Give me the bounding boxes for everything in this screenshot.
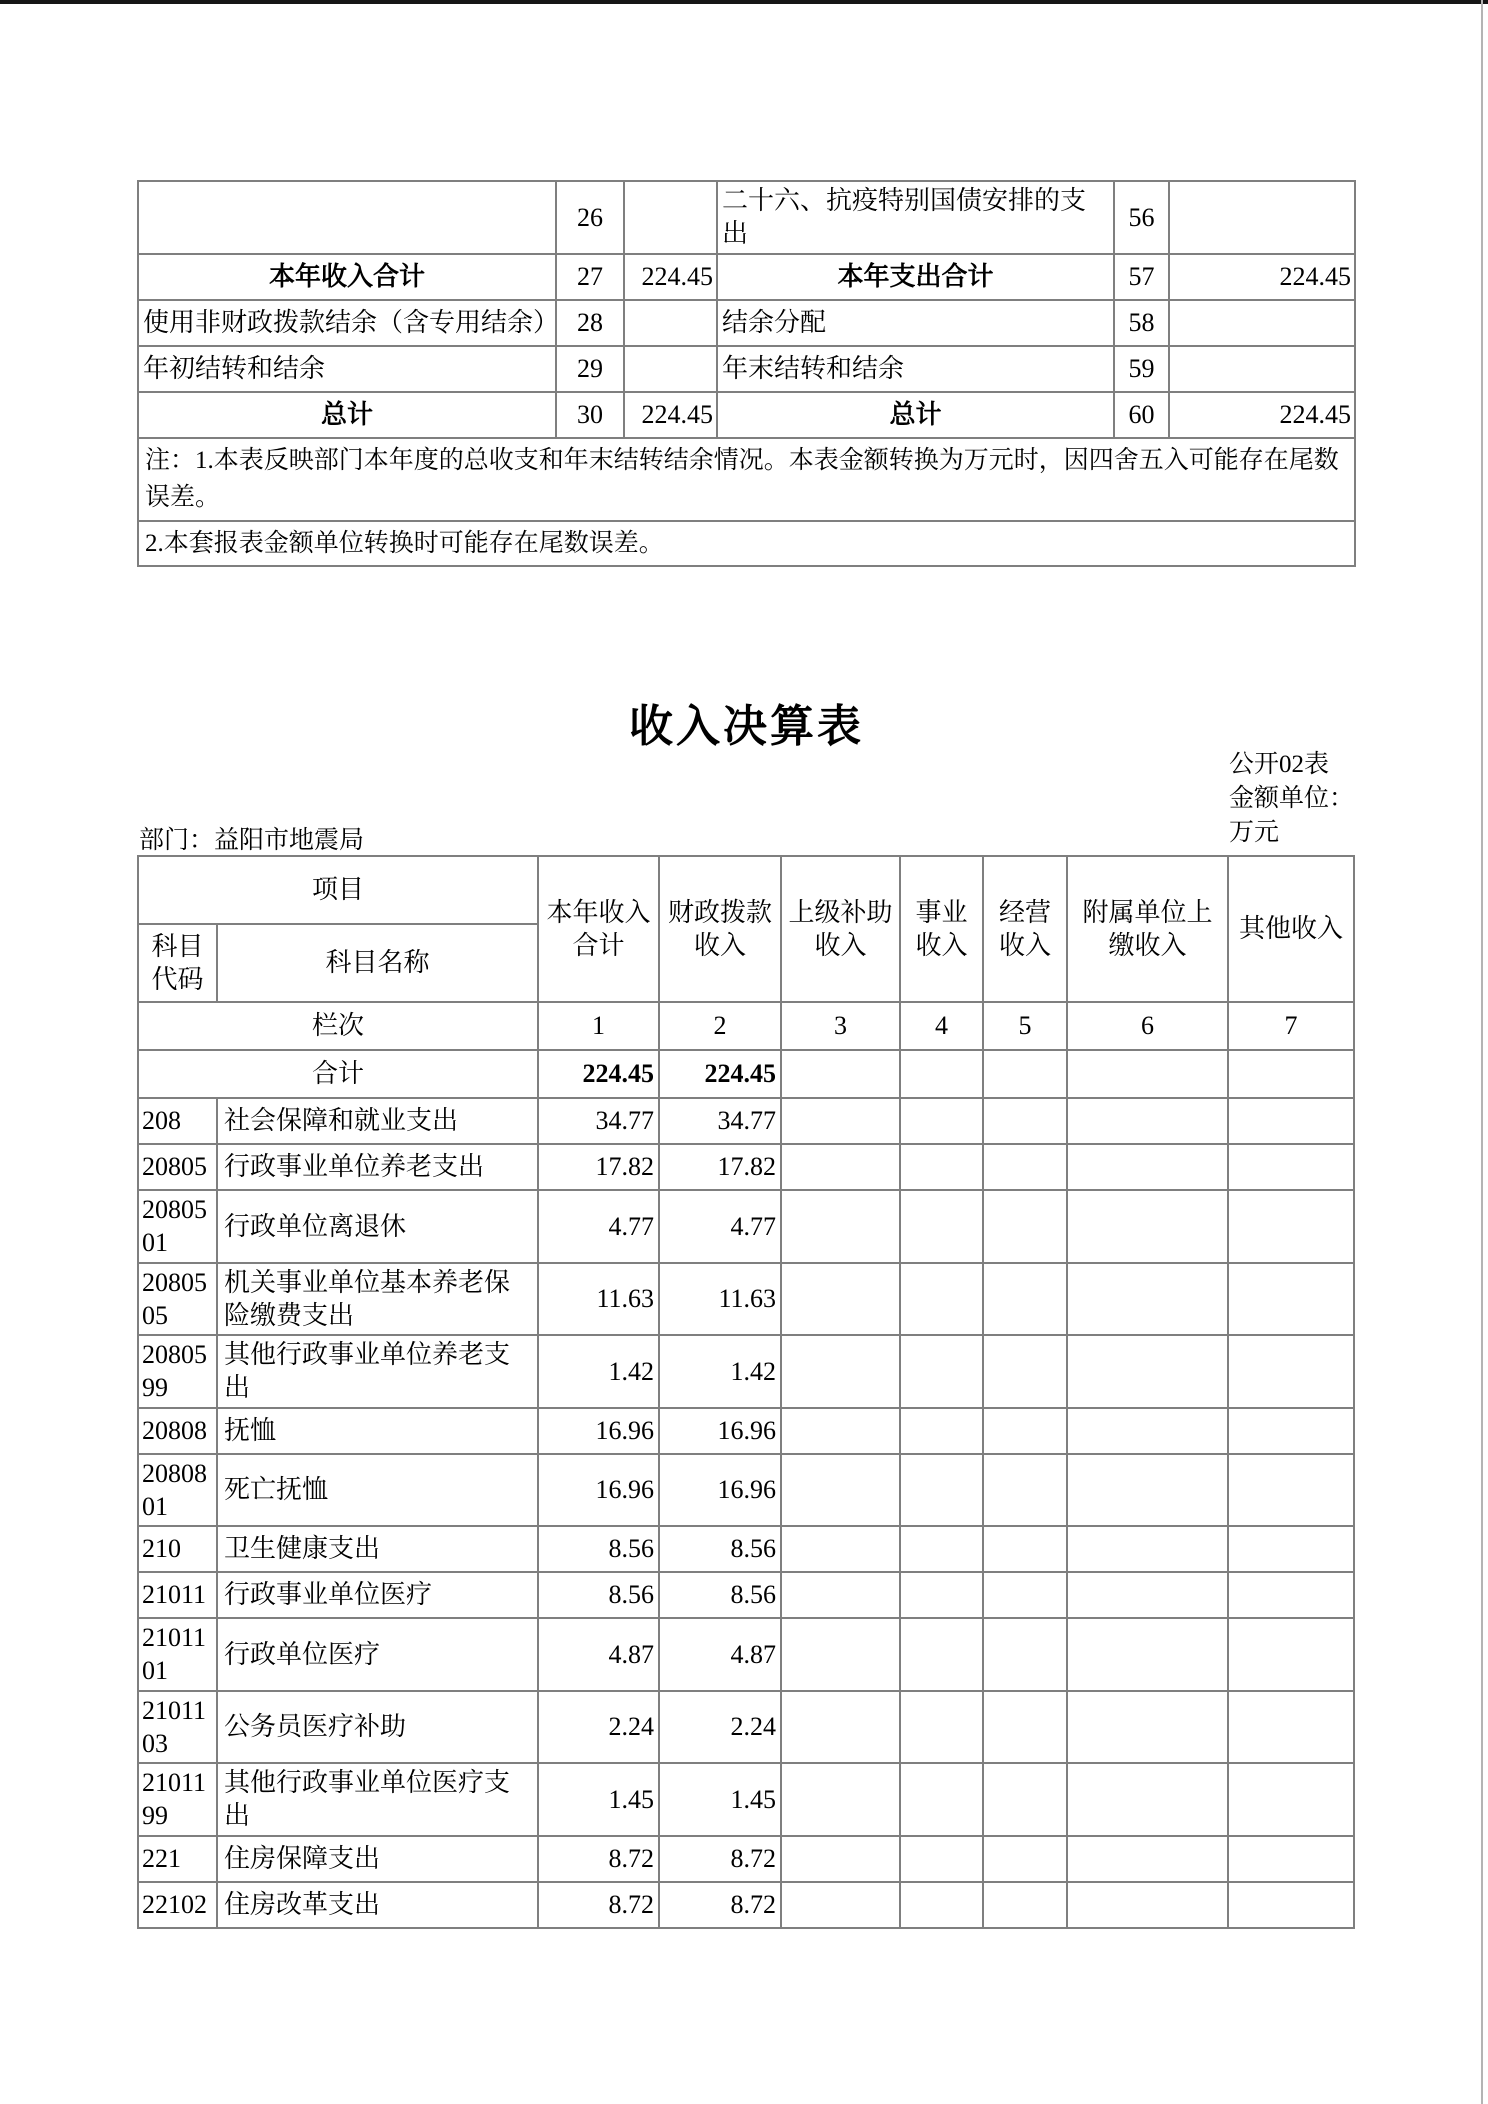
income-value-cell [1228, 1572, 1354, 1618]
income-value-cell [1067, 1144, 1228, 1190]
income-value-cell [983, 1526, 1067, 1572]
income-value-cell [781, 1335, 900, 1408]
lanci-number-cell: 4 [900, 1002, 983, 1050]
income-value-cell [1067, 1408, 1228, 1454]
income-value-cell [983, 1408, 1067, 1454]
subject-code-cell: 210 [138, 1526, 217, 1572]
income-value-cell: 34.77 [659, 1098, 781, 1144]
unit-label: 金额单位： [1229, 785, 1355, 812]
total-value-cell: 224.45 [659, 1050, 781, 1098]
income-value-cell: 224.45 [624, 254, 717, 300]
subject-name-cell: 公务员医疗补助 [217, 1691, 538, 1764]
income-data-row [138, 1098, 1354, 1144]
income-value-cell [781, 1882, 900, 1928]
income-value-cell [781, 1836, 900, 1882]
income-data-row [138, 1263, 1354, 1336]
income-value-cell [983, 1144, 1067, 1190]
income-value-cell [900, 1190, 983, 1263]
income-value-cell [900, 1836, 983, 1882]
income-value-cell: 1.42 [538, 1335, 659, 1408]
income-value-cell [1067, 1572, 1228, 1618]
income-value-cell: 16.96 [538, 1408, 659, 1454]
income-value-cell [983, 1098, 1067, 1144]
subject-name-cell: 行政事业单位养老支出 [217, 1144, 538, 1190]
unit-value: 万元 [1229, 819, 1280, 846]
income-value-cell [900, 1763, 983, 1836]
income-value-cell: 8.56 [538, 1526, 659, 1572]
income-value-cell [1228, 1763, 1354, 1836]
income-data-row [138, 1618, 1354, 1691]
income-value-cell: 1.42 [659, 1335, 781, 1408]
income-data-row [138, 1763, 1354, 1836]
income-column-header: 事业收入 [900, 856, 983, 1002]
page-edge-line [1481, 0, 1483, 2104]
income-value-cell [1067, 1691, 1228, 1764]
income-label-cell [138, 181, 556, 254]
balance-table-body [138, 181, 1355, 566]
income-value-cell [900, 1618, 983, 1691]
income-value-cell: 4.77 [538, 1190, 659, 1263]
income-code-cell: 27 [556, 254, 624, 300]
balance-row [138, 254, 1355, 300]
income-value-cell [781, 1691, 900, 1764]
header-subject-name: 科目名称 [217, 924, 538, 1002]
income-code-cell: 28 [556, 300, 624, 346]
income-value-cell: 8.72 [659, 1836, 781, 1882]
subject-name-cell: 抚恤 [217, 1408, 538, 1454]
income-value-cell [983, 1618, 1067, 1691]
income-header-row-1 [138, 856, 1354, 924]
income-value-cell [983, 1454, 1067, 1527]
balance-row [138, 392, 1355, 438]
income-value-cell [781, 1144, 900, 1190]
balance-note-row [138, 438, 1355, 521]
total-value-cell: 224.45 [538, 1050, 659, 1098]
balance-note-text: 注：1.本表反映部门本年度的总收支和年末结转结余情况。本表金额转换为万元时，因四舍五入可能存在尾数误差。 [138, 438, 1355, 521]
income-value-cell: 8.56 [659, 1526, 781, 1572]
subject-code-cell: 2101199 [138, 1763, 217, 1836]
total-value-cell [1067, 1050, 1228, 1098]
income-value-cell: 1.45 [659, 1763, 781, 1836]
subject-code-cell: 208 [138, 1098, 217, 1144]
income-value-cell [900, 1098, 983, 1144]
income-data-row [138, 1836, 1354, 1882]
income-value-cell [1228, 1190, 1354, 1263]
income-value-cell [1228, 1618, 1354, 1691]
income-value-cell [624, 346, 717, 392]
income-column-header: 经营收入 [983, 856, 1067, 1002]
expense-label-cell: 二十六、抗疫特别国债安排的支出 [717, 181, 1114, 254]
income-value-cell [1067, 1836, 1228, 1882]
balance-note-text: 2.本套报表金额单位转换时可能存在尾数误差。 [138, 521, 1355, 567]
lanci-number-cell: 7 [1228, 1002, 1354, 1050]
balance-row [138, 181, 1355, 254]
income-value-cell: 17.82 [538, 1144, 659, 1190]
income-value-cell [983, 1882, 1067, 1928]
income-column-header: 财政拨款收入 [659, 856, 781, 1002]
subject-code-cell: 2080505 [138, 1263, 217, 1336]
subject-name-cell: 社会保障和就业支出 [217, 1098, 538, 1144]
subject-code-cell: 2101103 [138, 1691, 217, 1764]
income-code-cell: 30 [556, 392, 624, 438]
income-value-cell: 8.56 [538, 1572, 659, 1618]
subject-code-cell: 22102 [138, 1882, 217, 1928]
income-label-cell: 本年收入合计 [138, 254, 556, 300]
subject-name-cell: 住房改革支出 [217, 1882, 538, 1928]
income-data-row [138, 1691, 1354, 1764]
income-value-cell [781, 1098, 900, 1144]
income-value-cell [781, 1763, 900, 1836]
income-value-cell [781, 1526, 900, 1572]
expense-value-cell: 224.45 [1169, 254, 1355, 300]
expense-value-cell [1169, 346, 1355, 392]
income-value-cell [900, 1882, 983, 1928]
income-column-header: 上级补助收入 [781, 856, 900, 1002]
income-value-cell [1228, 1691, 1354, 1764]
income-data-row [138, 1335, 1354, 1408]
income-value-cell: 4.87 [538, 1618, 659, 1691]
lanci-number-cell: 6 [1067, 1002, 1228, 1050]
total-value-cell [781, 1050, 900, 1098]
income-column-header: 其他收入 [1228, 856, 1354, 1002]
total-label: 合计 [138, 1050, 538, 1098]
income-value-cell [983, 1190, 1067, 1263]
income-total-row [138, 1050, 1354, 1098]
income-value-cell [900, 1526, 983, 1572]
income-value-cell [900, 1454, 983, 1527]
lanci-number-cell: 2 [659, 1002, 781, 1050]
expense-code-cell: 60 [1114, 392, 1169, 438]
expense-code-cell: 56 [1114, 181, 1169, 254]
income-value-cell [900, 1335, 983, 1408]
table-meta [1229, 748, 1379, 850]
income-column-header: 本年收入合计 [538, 856, 659, 1002]
income-code-cell: 26 [556, 181, 624, 254]
balance-row [138, 300, 1355, 346]
header-subject-code: 科目代码 [138, 924, 217, 1002]
subject-name-cell: 其他行政事业单位养老支出 [217, 1335, 538, 1408]
income-value-cell [781, 1190, 900, 1263]
income-value-cell: 34.77 [538, 1098, 659, 1144]
expense-value-cell: 224.45 [1169, 392, 1355, 438]
balance-note-row [138, 521, 1355, 567]
income-value-cell [624, 181, 717, 254]
subject-name-cell: 其他行政事业单位医疗支出 [217, 1763, 538, 1836]
income-value-cell: 11.63 [659, 1263, 781, 1336]
subject-name-cell: 死亡抚恤 [217, 1454, 538, 1527]
header-project: 项目 [138, 856, 538, 924]
subject-name-cell: 机关事业单位基本养老保险缴费支出 [217, 1263, 538, 1336]
lanci-number-cell: 1 [538, 1002, 659, 1050]
balance-row [138, 346, 1355, 392]
income-value-cell [1228, 1144, 1354, 1190]
income-value-cell [983, 1335, 1067, 1408]
income-value-cell [781, 1454, 900, 1527]
income-lanci-row [138, 1002, 1354, 1050]
subject-code-cell: 2080501 [138, 1190, 217, 1263]
income-value-cell: 4.77 [659, 1190, 781, 1263]
subject-name-cell: 行政事业单位医疗 [217, 1572, 538, 1618]
income-label-cell: 使用非财政拨款结余（含专用结余） [138, 300, 556, 346]
balance-table [137, 180, 1356, 567]
income-value-cell [983, 1836, 1067, 1882]
lanci-number-cell: 3 [781, 1002, 900, 1050]
income-value-cell: 8.56 [659, 1572, 781, 1618]
income-label-cell: 年初结转和结余 [138, 346, 556, 392]
income-value-cell [983, 1572, 1067, 1618]
income-value-cell: 2.24 [659, 1691, 781, 1764]
income-value-cell [1228, 1408, 1354, 1454]
income-value-cell: 11.63 [538, 1263, 659, 1336]
subject-name-cell: 卫生健康支出 [217, 1526, 538, 1572]
subject-code-cell: 2080599 [138, 1335, 217, 1408]
income-data-row [138, 1190, 1354, 1263]
income-data-row [138, 1408, 1354, 1454]
income-value-cell [1067, 1263, 1228, 1336]
income-value-cell [1067, 1335, 1228, 1408]
income-table [137, 855, 1355, 1929]
page-title: 收入决算表 [629, 702, 864, 751]
subject-name-cell: 行政单位离退休 [217, 1190, 538, 1263]
expense-label-cell: 总计 [717, 392, 1114, 438]
income-value-cell: 16.96 [659, 1454, 781, 1527]
income-value-cell: 8.72 [538, 1882, 659, 1928]
expense-label-cell: 年末结转和结余 [717, 346, 1114, 392]
income-data-row [138, 1144, 1354, 1190]
total-value-cell [983, 1050, 1067, 1098]
income-value-cell [983, 1691, 1067, 1764]
income-value-cell [900, 1691, 983, 1764]
income-value-cell: 224.45 [624, 392, 717, 438]
expense-value-cell [1169, 181, 1355, 254]
income-code-cell: 29 [556, 346, 624, 392]
income-table-body [138, 856, 1354, 1928]
income-value-cell [1067, 1098, 1228, 1144]
subject-code-cell: 2080801 [138, 1454, 217, 1527]
income-value-cell: 16.96 [538, 1454, 659, 1527]
income-value-cell [1228, 1526, 1354, 1572]
income-value-cell [1228, 1454, 1354, 1527]
income-value-cell: 1.45 [538, 1763, 659, 1836]
total-value-cell [1228, 1050, 1354, 1098]
income-value-cell: 8.72 [538, 1836, 659, 1882]
income-value-cell [1228, 1836, 1354, 1882]
income-value-cell: 16.96 [659, 1408, 781, 1454]
income-data-row [138, 1454, 1354, 1527]
income-value-cell [1067, 1763, 1228, 1836]
lanci-label: 栏次 [138, 1002, 538, 1050]
expense-code-cell: 57 [1114, 254, 1169, 300]
income-value-cell [900, 1572, 983, 1618]
income-data-row [138, 1572, 1354, 1618]
income-value-cell [983, 1763, 1067, 1836]
income-data-row [138, 1526, 1354, 1572]
income-value-cell [1067, 1618, 1228, 1691]
lanci-number-cell: 5 [983, 1002, 1067, 1050]
total-value-cell [900, 1050, 983, 1098]
income-value-cell [781, 1408, 900, 1454]
income-value-cell [900, 1263, 983, 1336]
income-value-cell [1067, 1526, 1228, 1572]
income-value-cell [781, 1263, 900, 1336]
income-data-row [138, 1882, 1354, 1928]
income-value-cell [900, 1408, 983, 1454]
income-value-cell [1228, 1882, 1354, 1928]
expense-label-cell: 结余分配 [717, 300, 1114, 346]
income-value-cell [1228, 1335, 1354, 1408]
income-value-cell [900, 1144, 983, 1190]
income-value-cell: 2.24 [538, 1691, 659, 1764]
income-value-cell [1067, 1882, 1228, 1928]
subject-name-cell: 行政单位医疗 [217, 1618, 538, 1691]
expense-code-cell: 58 [1114, 300, 1169, 346]
income-value-cell: 8.72 [659, 1882, 781, 1928]
income-value-cell [781, 1618, 900, 1691]
expense-value-cell [1169, 300, 1355, 346]
table-code-label: 公开02表 [1229, 751, 1330, 778]
subject-code-cell: 20805 [138, 1144, 217, 1190]
income-value-cell [1228, 1098, 1354, 1144]
income-column-header: 附属单位上缴收入 [1067, 856, 1228, 1002]
income-value-cell [781, 1572, 900, 1618]
income-value-cell [1067, 1190, 1228, 1263]
department-label: 部门：益阳市地震局 [139, 827, 365, 854]
subject-name-cell: 住房保障支出 [217, 1836, 538, 1882]
income-value-cell [1067, 1454, 1228, 1527]
income-value-cell [1228, 1263, 1354, 1336]
subject-code-cell: 221 [138, 1836, 217, 1882]
expense-code-cell: 59 [1114, 346, 1169, 392]
subject-code-cell: 20808 [138, 1408, 217, 1454]
income-value-cell: 4.87 [659, 1618, 781, 1691]
expense-label-cell: 本年支出合计 [717, 254, 1114, 300]
window-top-border [0, 0, 1488, 4]
income-value-cell: 17.82 [659, 1144, 781, 1190]
income-value-cell [983, 1263, 1067, 1336]
income-value-cell [624, 300, 717, 346]
subject-code-cell: 2101101 [138, 1618, 217, 1691]
income-label-cell: 总计 [138, 392, 556, 438]
subject-code-cell: 21011 [138, 1572, 217, 1618]
